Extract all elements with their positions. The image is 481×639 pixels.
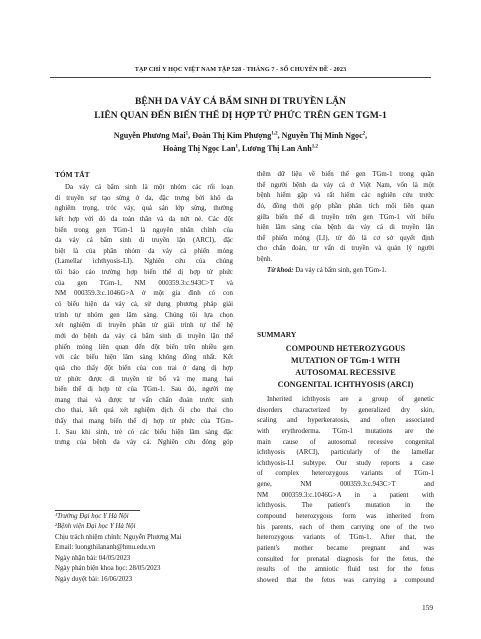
abstract-line: NM 000359.3:c.1046G>A ở một gia đình có con — [55, 290, 233, 298]
abstract-line: di truyền sự tạo sừng ở da, đặc trưng bởi khô da — [55, 194, 233, 202]
keywords-text: Da vảy cá bẩm sinh, gen TGm-1. — [293, 266, 387, 274]
abstract-body — [55, 183, 233, 449]
abstract-line: nghiêm trọng, tróc vảy, quá sản lớp sừng, thường — [55, 205, 233, 213]
author-name: Đoàn Thị Kim Phượng — [192, 131, 272, 140]
keywords-label: Từ khoá: — [267, 266, 294, 274]
summary-title-line: MUTATION OF TGm-1 WITH — [290, 356, 401, 365]
page-number: 159 — [422, 603, 434, 612]
summary-line: ichthyosis. The patient's mutation in the — [257, 502, 434, 510]
author-affiliation: 1 — [235, 144, 238, 150]
authors-line-1: Nguyễn Phương Mai$^1$, Đoàn Thị Kim Phượng$^{1,2}$, Nguyễn Thị Minh Ngọc$^2$, — [113, 131, 368, 140]
summary-heading: SUMMARY — [257, 330, 297, 339]
footnote-email: Email: luongthilananh@hmu.edu.vn — [55, 544, 156, 551]
keywords-line — [257, 266, 434, 277]
footnote-corresponding: Chịu trách nhiệm chính: Nguyễn Phương Mai — [55, 534, 182, 541]
author-name: Nguyễn Phương Mai — [113, 131, 186, 140]
summary-line: results of the amniotic fluid test for the fetus — [257, 566, 434, 574]
abstract-line: biến thể dị hợp tử của TGm-1. Sau đó, người mẹ — [55, 386, 233, 394]
footnote-text: ²Bệnh viện Đại học Y Hà Nội — [55, 523, 136, 530]
abstract-line: trình tự nhóm gen lâm sàng. Chúng tôi lựa chọn — [55, 311, 233, 319]
abstract-line: thể người bệnh da vảy cá ở Việt Nam, vốn là một — [257, 181, 434, 189]
abstract-line: bệnh. — [257, 256, 273, 264]
summary-line: patient's mother became pregnant and was — [257, 544, 434, 552]
summary-line: main cause of autosomal recessive congenital — [257, 438, 434, 446]
abstract-line: thấy thai mang biến thể dị hợp tử phức của TGm- — [55, 418, 233, 426]
author-affiliation: 2 — [362, 131, 366, 137]
abstract-line: xét nghiệm di truyền phân tử giải trình tự thế hệ — [55, 322, 233, 330]
abstract-line: thể phiến mỏng (LI), từ đó là cơ sở quyết định — [257, 234, 434, 242]
footnote-reviewed: Ngày phản biện khoa học: 28/05/2023 — [55, 565, 161, 572]
footnote-received: Ngày nhận bài: 04/05/2023 — [55, 555, 131, 562]
abstract-line: thêm dữ liệu về biến thể gen TGm-1 trong quần — [257, 171, 434, 178]
abstract-line: bệnh hiếm gặp và rất hiếm các nghiên cứu trước — [257, 192, 434, 200]
article-title-line-2: LIÊN QUAN ĐẾN BIẾN THỂ DỊ HỢP TỬ PHỨC TRÊN GEN TGM-1 — [94, 110, 387, 121]
footnote-accepted: Ngày duyệt bài: 16/06/2023 — [55, 576, 133, 583]
abstract-line: giữa biến thể di truyền trên gen TGm-1 với biểu — [257, 213, 434, 221]
summary-body — [257, 395, 434, 587]
abstract-line: biệt là của phân nhóm da vảy cá phiến mỏng — [55, 247, 233, 255]
author-name: Nguyễn Thị Minh Ngọc — [281, 131, 363, 140]
abstract-line: mang thai và được tư vấn chẩn đoán trước sinh — [55, 396, 233, 404]
abstract-continuation — [257, 170, 434, 276]
abstract-line: trưng của bệnh da vảy cá. Nghiên cứu đóng góp — [55, 439, 233, 447]
abstract-line: kết hợp với đỏ da toàn thân và da nứt nẻ. Các đột — [55, 215, 233, 223]
summary-line: Inherited ichthyosis are a group of genetic — [267, 396, 434, 403]
abstract-line: tôi báo cáo trường hợp biến thể dị hợp tử phức — [55, 269, 233, 277]
abstract-line: tử phức được di truyền từ bố và mẹ mang hai — [55, 375, 233, 383]
abstract-line: hiện lâm sàng của bệnh da vảy cá di truyền lặn — [257, 224, 434, 232]
summary-title-line: AUTOSOMAL RECESSIVE — [295, 368, 396, 377]
footnote-text: ¹Trường Đại học Y Hà Nội — [55, 513, 129, 520]
summary-line: ichthyosis (ARCI), particularly of the lamellar — [257, 449, 434, 457]
abstract-line: đó, đồng thời góp phần phân tích mối liên quan — [257, 202, 434, 210]
abstract-line: với các biểu hiện lâm sàng không đồng nhất. Kết — [55, 354, 233, 362]
author-affiliation: 1 — [185, 131, 189, 137]
footnote-rule — [55, 510, 140, 511]
summary-line: compound heterozygous form was inherited from — [257, 513, 434, 521]
abstract-line: quả cho thấy đột biến của con trai ở dạng dị hợp — [55, 364, 233, 372]
summary-line: with erythroderma. TGm-1 mutations are the — [257, 427, 434, 435]
abstract-line: 1. Sau khi sinh, trẻ có các biểu hiện lâm sàng đặc — [55, 428, 233, 436]
abstract-line: cho thai, kết quả xét nghiệm dịch ối cho thai cho — [55, 407, 233, 415]
summary-line: heterozygous variants of TGm-1. After that, the — [257, 534, 434, 542]
summary-line: disorders characterized by generalized dry skin, — [257, 406, 434, 414]
abstract-line: có biểu hiện da vảy cá, sử dụng phương pháp giải — [55, 301, 233, 309]
article-title-line-1: BỆNH DA VẢY CÁ BẨM SINH DI TRUYỀN LẶN — [135, 96, 346, 107]
summary-title-line: COMPOUND HETEROZYGOUS — [285, 344, 406, 353]
abstract-line: của gen TGm-1, NM 000359.3:c.943C>T và — [55, 279, 233, 287]
abstract-heading: TÓM TẮT — [55, 170, 90, 179]
abstract-line: phiến mỏng liên quan đến đột biến trên nhiều gen — [55, 343, 233, 351]
footnote-affiliation — [55, 522, 136, 532]
summary-line: his parents, each of them carrying one of the two — [257, 523, 434, 531]
summary-line: of complex heterozygous variants of TGm-1 — [257, 470, 434, 478]
summary-line: showed that the fetus was carrying a compound — [257, 576, 434, 584]
journal-header: TẠP CHÍ Y HỌC VIỆT NAM TẬP 528 - THÁNG 7 - SỐ CHUYÊN ĐỀ - 2023 — [134, 66, 347, 73]
summary-line: NM 000359.3:c.1046G>A in a patient with — [257, 491, 434, 499]
header-rule — [50, 77, 431, 78]
summary-line: ichthyosis-LI subtype. Our study reports a case — [257, 459, 434, 467]
abstract-line: da vảy cá bẩm sinh di truyền lặn (ARCI), đặc — [55, 237, 233, 245]
abstract-line: mới do bệnh da vảy cá bẩm sinh di truyền lặn thể — [55, 332, 233, 340]
abstract-line: biến trong gen TGm-1 là nguyên nhân chính của — [55, 226, 233, 234]
abstract-line: cho chẩn đoán, tư vấn di truyền và quản lý người — [257, 245, 434, 253]
abstract-line: Da vảy cá bẩm sinh là một nhóm các rối loạn — [65, 184, 233, 191]
authors-line-2: Hoàng Thị Ngọc Lan$^1$, Lương Thị Lan Anh$^{1,2}$ — [162, 144, 318, 153]
footnote-affiliation — [55, 512, 129, 522]
author-affiliation: 1,2 — [271, 131, 278, 137]
author-name: Hoàng Thị Ngọc Lan — [162, 144, 236, 153]
summary-line: consulted for prenatal diagnosis for the fetus, the — [257, 555, 434, 563]
author-affiliation: 1,2 — [311, 144, 318, 150]
summary-line: gene, NM 000359.3:c.943C>T and — [257, 481, 434, 489]
author-name: Lương Thị Lan Anh — [242, 144, 312, 153]
summary-line: scaling and hyperkeratosis, and often associated — [257, 417, 434, 425]
summary-title-line: CONGENITAL ICHTHYOSIS (ARCI) — [277, 380, 414, 389]
abstract-line: (Lamellar ichthyosis-LI). Nghiên cứu của chúng — [55, 258, 233, 266]
